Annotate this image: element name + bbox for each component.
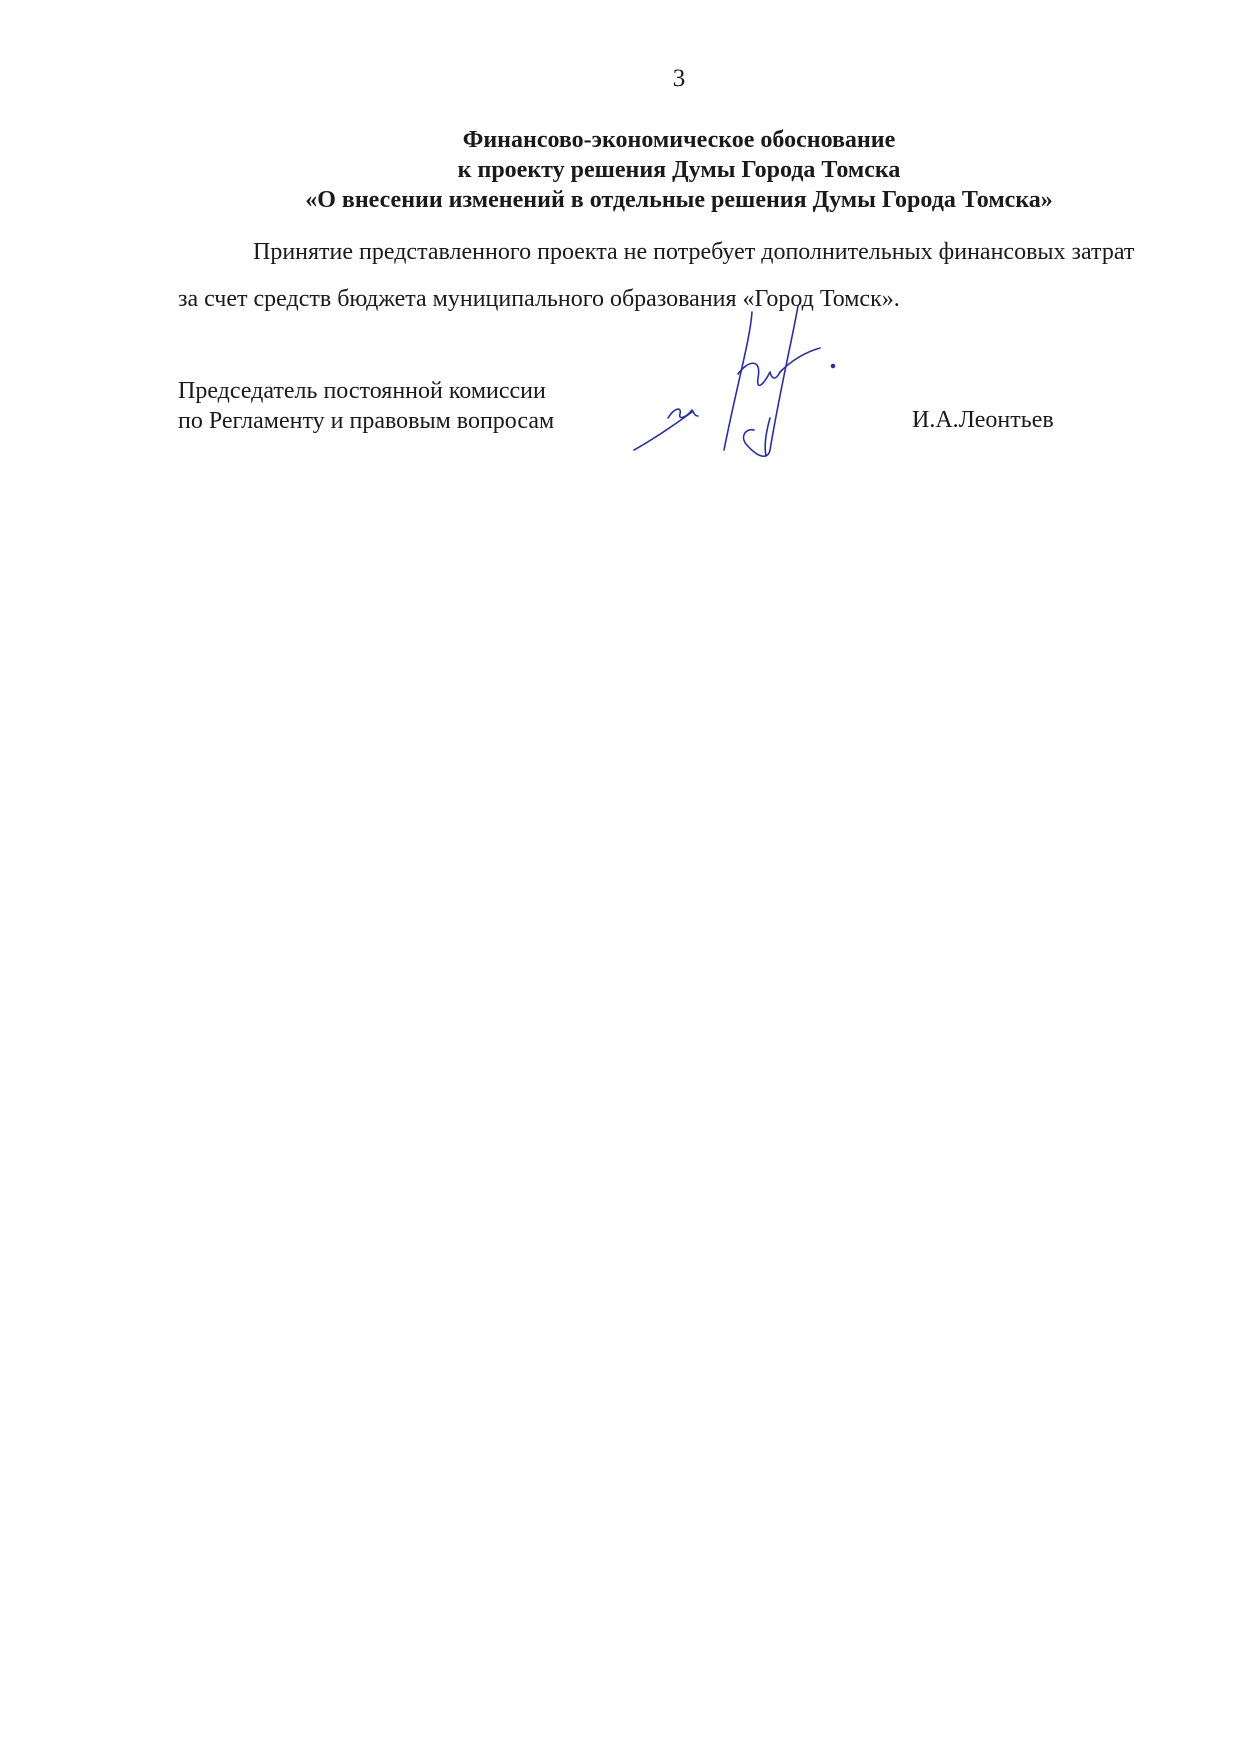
body-paragraph-line-1: Принятие представленного проекта не потребует дополнительных финансовых затрат (253, 239, 1135, 265)
document-title (0, 125, 1240, 215)
signer-position (178, 376, 554, 436)
page-number: 3 (672, 65, 686, 92)
signer-name: И.А.Леонтьев (912, 407, 1054, 433)
body-paragraph-line-2: за счет средств бюджета муниципального образования «Город Томск». (178, 286, 900, 312)
signer-position-line-1: Председатель постоянной комиссии (178, 378, 546, 404)
title-line-1: Финансово-экономическое обоснование (462, 127, 896, 153)
title-line-2: к проекту решения Думы Города Томска (457, 157, 901, 183)
signer-position-line-2: по Регламенту и правовым вопросам (178, 408, 555, 434)
title-line-3: «О внесении изменений в отдельные решения Думы Города Томска» (305, 187, 1053, 213)
handwritten-signature (620, 300, 860, 470)
